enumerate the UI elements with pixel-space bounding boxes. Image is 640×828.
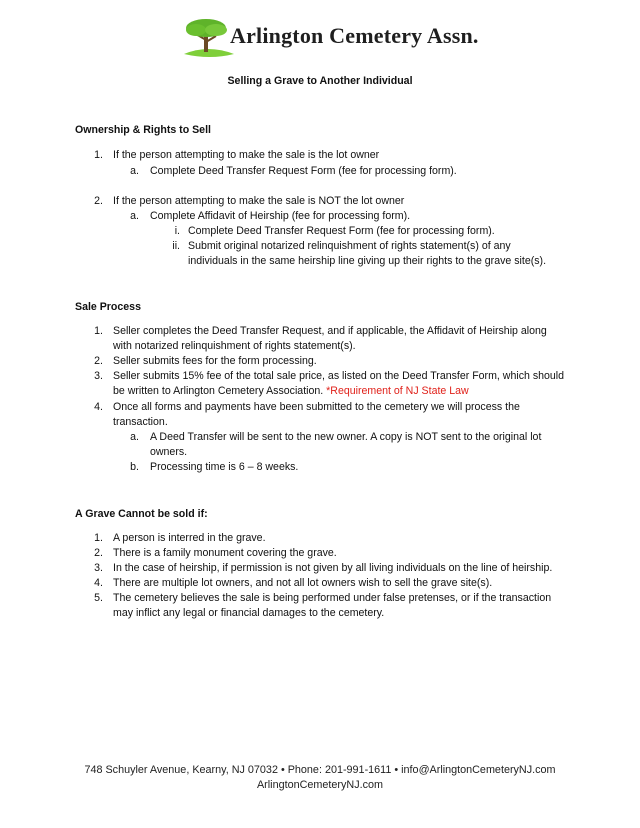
tree-icon [180, 14, 236, 62]
list-number: ii. [172, 240, 180, 252]
list-item: A Deed Transfer will be sent to the new owner. A copy is NOT sent to the original lot [150, 431, 542, 443]
list-item: The cemetery believes the sale is being performed under false pretenses, or if the transaction [113, 592, 552, 604]
list-number: 2. [94, 355, 103, 367]
list-item: Once all forms and payments have been submitted to the cemetery we will process the [113, 401, 520, 413]
list-number: 2. [94, 195, 103, 207]
list-item: Complete Deed Transfer Request Form (fee for processing form). [188, 225, 495, 237]
list-item: In the case of heirship, if permission is not given by all living individuals on the line of heirship. [113, 562, 553, 574]
list-number: 4. [94, 577, 103, 589]
footer-website: ArlingtonCemeteryNJ.com [256, 779, 383, 791]
list-item-cont: transaction. [113, 416, 168, 428]
list-number: a. [130, 431, 139, 443]
footer-contact: 748 Schuyler Avenue, Kearny, NJ 07032 • Phone: 201-991-1611 • info@ArlingtonCemeteryNJ.com [84, 764, 556, 776]
state-law-note: *Requirement of NJ State Law [326, 385, 469, 397]
list-number: b. [130, 461, 139, 473]
list-item: Seller submits fees for the form processing. [113, 355, 317, 367]
list-item: Processing time is 6 – 8 weeks. [150, 461, 299, 473]
list-item: Seller completes the Deed Transfer Request, and if applicable, the Affidavit of Heirship along [113, 325, 547, 337]
list-item: Complete Affidavit of Heirship (fee for processing form). [150, 210, 411, 222]
ownership-heading: Ownership & Rights to Sell [75, 124, 211, 136]
list-number: i. [174, 225, 180, 237]
list-number: 5. [94, 592, 103, 604]
list-number: a. [130, 210, 139, 222]
page-title: Selling a Grave to Another Individual [227, 75, 413, 87]
list-item-text: be written to Arlington Cemetery Association. [113, 385, 324, 397]
logo-text: Arlington Cemetery Assn. [230, 23, 479, 48]
cannot-heading: A Grave Cannot be sold if: [75, 508, 208, 520]
list-item: Complete Deed Transfer Request Form (fee for processing form). [150, 165, 457, 177]
list-number: 1. [94, 325, 103, 337]
list-number: 3. [94, 370, 103, 382]
logo [180, 14, 480, 62]
list-item: Seller submits 15% fee of the total sale price, as listed on the Deed Transfer Form, which should [113, 370, 565, 382]
list-number: 4. [94, 401, 103, 413]
list-number: 1. [94, 149, 103, 161]
list-item: If the person attempting to make the sale is the lot owner [113, 149, 380, 161]
list-item-cont: with notarized relinquishment of rights statement(s). [113, 340, 356, 352]
list-number: 2. [94, 547, 103, 559]
list-item: There are multiple lot owners, and not all lot owners wish to sell the grave site(s). [113, 577, 493, 589]
list-item-cont: owners. [150, 446, 188, 458]
list-number: a. [130, 165, 139, 177]
list-item-cont [113, 385, 469, 397]
list-number: 1. [94, 532, 103, 544]
list-item: There is a family monument covering the grave. [113, 547, 337, 559]
list-item: Submit original notarized relinquishment of rights statement(s) of any [188, 240, 511, 252]
list-item: A person is interred in the grave. [113, 532, 266, 544]
list-item-cont: individuals in the same heirship line giving up their rights to the grave site(s). [188, 255, 547, 267]
list-item: If the person attempting to make the sale is NOT the lot owner [113, 195, 405, 207]
list-number: 3. [94, 562, 103, 574]
sale-heading: Sale Process [75, 301, 141, 313]
list-item-cont: may inflict any legal or financial damages to the cemetery. [113, 607, 385, 619]
